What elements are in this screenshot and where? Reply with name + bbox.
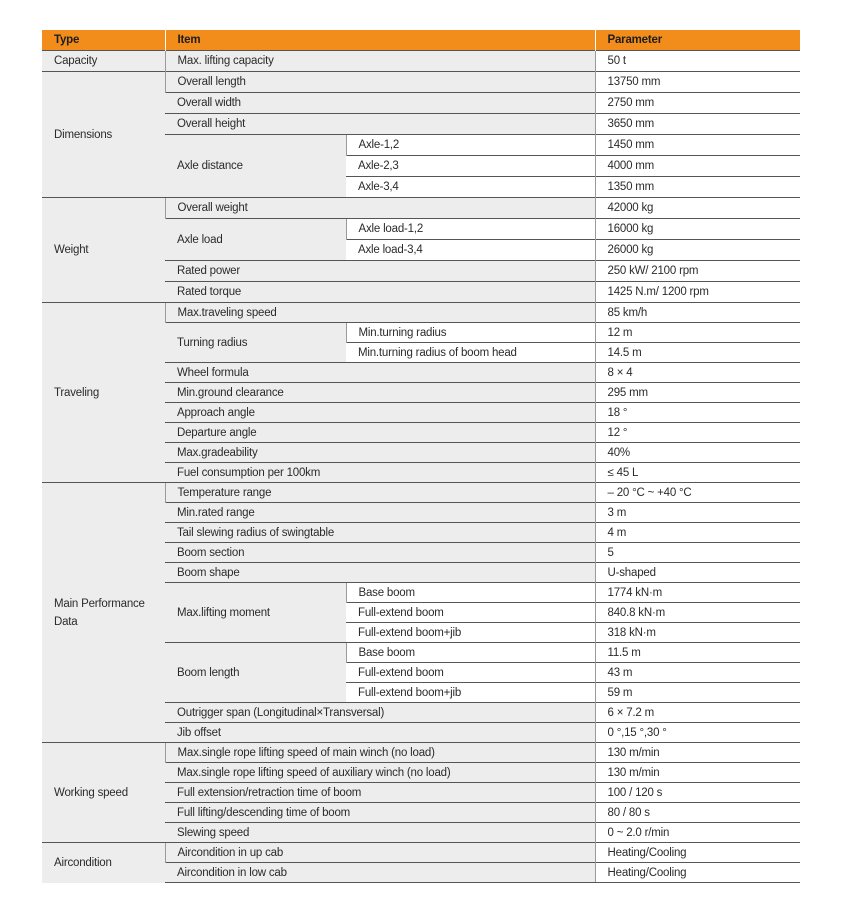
header-parameter: Parameter xyxy=(595,30,800,51)
value-cell: 4 m xyxy=(595,523,800,543)
item-cell: Axle load xyxy=(165,219,346,261)
value-cell: 80 / 80 s xyxy=(595,803,800,823)
sub-item-cell: Axle load-3,4 xyxy=(346,240,595,261)
item-cell: Max.lifting moment xyxy=(165,583,346,643)
item-cell: Axle distance xyxy=(165,135,346,198)
type-working-speed: Working speed xyxy=(42,743,165,843)
table-row xyxy=(42,843,800,863)
value-cell: 26000 kg xyxy=(595,240,800,261)
item-cell: Wheel formula xyxy=(165,363,595,383)
item-cell: Slewing speed xyxy=(165,823,595,843)
value-cell: 42000 kg xyxy=(595,198,800,219)
value-cell: 1425 N.m/ 1200 rpm xyxy=(595,282,800,303)
item-cell: Overall weight xyxy=(165,198,595,219)
item-cell: Max. lifting capacity xyxy=(165,51,595,72)
value-cell: 2750 mm xyxy=(595,93,800,114)
item-cell: Departure angle xyxy=(165,423,595,443)
value-cell: 1774 kN·m xyxy=(595,583,800,603)
value-cell: 3 m xyxy=(595,503,800,523)
value-cell: 1350 mm xyxy=(595,177,800,198)
item-cell: Aircondition in up cab xyxy=(165,843,595,863)
value-cell: ≤ 45 L xyxy=(595,463,800,483)
item-cell: Boom section xyxy=(165,543,595,563)
item-cell: Max.traveling speed xyxy=(165,303,595,323)
value-cell: 250 kW/ 2100 rpm xyxy=(595,261,800,282)
value-cell: 12 m xyxy=(595,323,800,343)
value-cell: 40% xyxy=(595,443,800,463)
item-cell: Min.ground clearance xyxy=(165,383,595,403)
spec-table-container xyxy=(42,30,800,883)
value-cell: 85 km/h xyxy=(595,303,800,323)
sub-item-cell: Full-extend boom+jib xyxy=(346,683,595,703)
value-cell: 43 m xyxy=(595,663,800,683)
table-row xyxy=(42,303,800,323)
table-row xyxy=(42,483,800,503)
value-cell: 59 m xyxy=(595,683,800,703)
item-cell: Jib offset xyxy=(165,723,595,743)
type-aircondition: Aircondition xyxy=(42,843,165,883)
item-cell: Rated torque xyxy=(165,282,595,303)
type-dimensions: Dimensions xyxy=(42,72,165,198)
sub-item-cell: Min.turning radius of boom head xyxy=(346,343,595,363)
value-cell: 4000 mm xyxy=(595,156,800,177)
value-cell: 11.5 m xyxy=(595,643,800,663)
value-cell: 318 kN·m xyxy=(595,623,800,643)
sub-item-cell: Axle-2,3 xyxy=(346,156,595,177)
header-row xyxy=(42,30,800,51)
item-cell: Max.single rope lifting speed of auxiliary winch (no load) xyxy=(165,763,595,783)
item-cell: Rated power xyxy=(165,261,595,282)
type-capacity: Capacity xyxy=(42,51,165,72)
sub-item-cell: Axle load-1,2 xyxy=(346,219,595,240)
table-row xyxy=(42,198,800,219)
table-row xyxy=(42,72,800,93)
item-cell: Overall length xyxy=(165,72,595,93)
value-cell: Heating/Cooling xyxy=(595,843,800,863)
header-type: Type xyxy=(42,30,165,51)
sub-item-cell: Axle-3,4 xyxy=(346,177,595,198)
item-cell: Boom shape xyxy=(165,563,595,583)
value-cell: – 20 °C ~ +40 °C xyxy=(595,483,800,503)
item-cell: Max.gradeability xyxy=(165,443,595,463)
sub-item-cell: Base boom xyxy=(346,643,595,663)
header-item: Item xyxy=(165,30,595,51)
value-cell: 12 ° xyxy=(595,423,800,443)
item-cell: Outrigger span (Longitudinal×Transversal) xyxy=(165,703,595,723)
value-cell: 295 mm xyxy=(595,383,800,403)
type-weight: Weight xyxy=(42,198,165,303)
item-cell: Temperature range xyxy=(165,483,595,503)
item-cell: Max.single rope lifting speed of main winch (no load) xyxy=(165,743,595,763)
value-cell: 130 m/min xyxy=(595,763,800,783)
type-traveling: Traveling xyxy=(42,303,165,483)
item-cell: Overall height xyxy=(165,114,595,135)
sub-item-cell: Base boom xyxy=(346,583,595,603)
value-cell: Heating/Cooling xyxy=(595,863,800,883)
sub-item-cell: Axle-1,2 xyxy=(346,135,595,156)
value-cell: 13750 mm xyxy=(595,72,800,93)
sub-item-cell: Full-extend boom xyxy=(346,663,595,683)
value-cell: 3650 mm xyxy=(595,114,800,135)
item-cell: Fuel consumption per 100km xyxy=(165,463,595,483)
value-cell: U-shaped xyxy=(595,563,800,583)
type-performance-line2: Data xyxy=(54,615,78,628)
item-cell: Aircondition in low cab xyxy=(165,863,595,883)
item-cell: Full lifting/descending time of boom xyxy=(165,803,595,823)
value-cell: 0 °,15 °,30 ° xyxy=(595,723,800,743)
value-cell: 130 m/min xyxy=(595,743,800,763)
value-cell: 100 / 120 s xyxy=(595,783,800,803)
value-cell: 14.5 m xyxy=(595,343,800,363)
item-cell: Boom length xyxy=(165,643,346,703)
table-row xyxy=(42,743,800,763)
value-cell: 18 ° xyxy=(595,403,800,423)
item-cell: Min.rated range xyxy=(165,503,595,523)
item-cell: Approach angle xyxy=(165,403,595,423)
item-cell: Turning radius xyxy=(165,323,346,363)
value-cell: 1450 mm xyxy=(595,135,800,156)
sub-item-cell: Min.turning radius xyxy=(346,323,595,343)
value-cell: 0 ~ 2.0 r/min xyxy=(595,823,800,843)
table-row xyxy=(42,51,800,72)
value-cell: 8 × 4 xyxy=(595,363,800,383)
type-performance xyxy=(42,483,165,743)
item-cell: Overall width xyxy=(165,93,595,114)
type-performance-line1: Main Performance xyxy=(54,597,145,610)
value-cell: 6 × 7.2 m xyxy=(595,703,800,723)
value-cell: 840.8 kN·m xyxy=(595,603,800,623)
sub-item-cell: Full-extend boom+jib xyxy=(346,623,595,643)
value-cell: 50 t xyxy=(595,51,800,72)
value-cell: 5 xyxy=(595,543,800,563)
value-cell: 16000 kg xyxy=(595,219,800,240)
item-cell: Tail slewing radius of swingtable xyxy=(165,523,595,543)
crane-spec-table xyxy=(42,30,800,883)
sub-item-cell: Full-extend boom xyxy=(346,603,595,623)
item-cell: Full extension/retraction time of boom xyxy=(165,783,595,803)
